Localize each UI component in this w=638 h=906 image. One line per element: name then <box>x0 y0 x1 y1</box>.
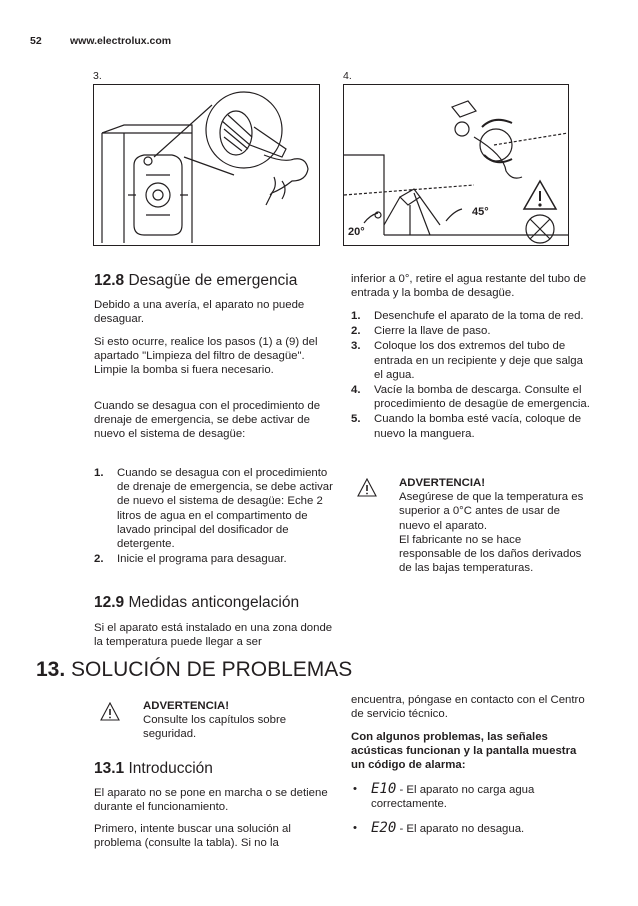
alarm-code-list <box>351 782 591 847</box>
step-number: 1. <box>94 467 104 479</box>
step-text: Desenchufe el aparato de la toma de red. <box>374 310 584 322</box>
section-12-9-heading <box>94 594 299 612</box>
section-12-8-number: 12.8 <box>94 272 125 289</box>
section-12-9-para-1: Si el aparato está instalado en una zona donde la temperatura puede llegar a ser <box>94 622 333 649</box>
step-text: Coloque los dos extremos del tubo de entrada en un recipiente y deje que salga el agua. <box>374 340 583 381</box>
section-12-8-heading <box>94 272 297 290</box>
section-12-8-para-3: Cuando se desagua con el procedimiento de drenaje de emergencia, se debe activar de nuevo el sistema de desagüe: <box>94 400 321 441</box>
filter-cleaning-drawing <box>94 85 319 245</box>
list-item <box>351 324 591 338</box>
list-item <box>351 782 591 811</box>
step-number: 2. <box>94 553 104 566</box>
section-12-9-number: 12.9 <box>94 594 125 611</box>
section-13-warning <box>143 699 328 742</box>
alarm-text: - El aparato no desagua. <box>396 823 525 836</box>
angle-20-label: 20° <box>348 226 365 238</box>
step-text: Inicie el programa para desaguar. <box>117 553 287 566</box>
drain-hose-drawing <box>344 85 568 245</box>
list-item <box>351 383 591 411</box>
step-number: 3. <box>351 340 361 353</box>
figure-3-label: 3. <box>93 70 102 82</box>
section-12-8-title: Desagüe de emergencia <box>128 272 298 289</box>
alarm-code-e10: E10 <box>371 781 397 797</box>
section-12-8-steps <box>94 466 334 567</box>
figure-4-label: 4. <box>343 70 352 82</box>
section-12-8-para-1: Debido a una avería, el aparato no puede desaguar. <box>94 299 305 326</box>
warning-title: ADVERTENCIA! <box>143 700 230 712</box>
page-number: 52 <box>30 35 42 47</box>
alarm-code-e20: E20 <box>371 820 397 837</box>
list-item <box>94 552 334 566</box>
warning-text-1: Asegúrese de que la temperatura es superior a 0°C antes de usar de nuevo el aparato. <box>399 491 584 532</box>
warning-triangle-icon <box>357 478 377 497</box>
section-13-heading <box>36 658 352 682</box>
step-text: Vacíe la bomba de descarga. Consulte el procedimiento de desagüe de emergencia. <box>374 384 590 411</box>
step-text: Cuando se desagua con el procedimiento de drenaje de emergencia, se debe activar de nuevo el sistema de desagüe: Eche 2 litros de agua en el compartimento de lavado principal del dosificador de detergente. <box>117 467 333 551</box>
list-item <box>351 339 591 382</box>
list-item <box>351 309 591 323</box>
section-12-9-steps <box>351 309 591 442</box>
step-text: Cierre la llave de paso. <box>374 325 491 338</box>
figure-4-illustration <box>343 84 569 246</box>
section-13-1-para-4: Con algunos problemas, las señales acústicas funcionan y la pantalla muestra un código de alarma: <box>351 731 577 772</box>
angle-45-label: 45° <box>472 206 489 218</box>
section-13-number: 13. <box>36 658 66 681</box>
warning-text-2: El fabricante no se hace responsable de los daños derivados de las bajas temperaturas. <box>399 533 582 575</box>
section-13-1-para-1: El aparato no se pone en marcha o se detiene durante el funcionamiento. <box>94 787 328 814</box>
section-13-1-title: Introducción <box>128 760 213 777</box>
list-item <box>351 412 591 440</box>
figure-3-illustration <box>93 84 320 246</box>
list-item <box>351 821 591 836</box>
bullet-icon: • <box>353 822 357 835</box>
section-12-9-para-2: inferior a 0°, retire el agua restante del tubo de entrada y la bomba de desagüe. <box>351 273 587 300</box>
step-text: Cuando la bomba esté vacía, coloque de nuevo la manguera. <box>374 413 582 440</box>
list-item <box>94 466 334 551</box>
section-13-title: SOLUCIÓN DE PROBLEMAS <box>71 658 353 681</box>
section-12-9-warning <box>399 476 584 575</box>
section-13-1-number: 13.1 <box>94 760 125 777</box>
section-13-1-para-2: Primero, intente buscar una solución al problema (consulte la tabla). Si no la <box>94 823 291 850</box>
step-number: 2. <box>351 325 361 338</box>
website-link[interactable]: www.electrolux.com <box>70 35 172 47</box>
section-12-8-para-2: Si esto ocurre, realice los pasos (1) a (9) del apartado "Limpieza del filtro de desagüe". Limpie la bomba si fuera necesario. <box>94 336 318 377</box>
alarm-text: - El aparato no carga agua correctamente. <box>371 784 535 811</box>
warning-title: ADVERTENCIA! <box>399 477 486 489</box>
step-number: 4. <box>351 384 361 397</box>
section-13-1-para-3: encuentra, póngase en contacto con el Centro de servicio técnico. <box>351 694 585 721</box>
bullet-icon: • <box>353 783 357 795</box>
warning-triangle-icon <box>100 702 120 721</box>
section-13-1-heading <box>94 760 213 778</box>
step-number: 1. <box>351 310 361 322</box>
step-number: 5. <box>351 413 361 426</box>
warning-text: Consulte los capítulos sobre seguridad. <box>143 714 287 741</box>
section-12-9-title: Medidas anticongelación <box>128 594 300 611</box>
